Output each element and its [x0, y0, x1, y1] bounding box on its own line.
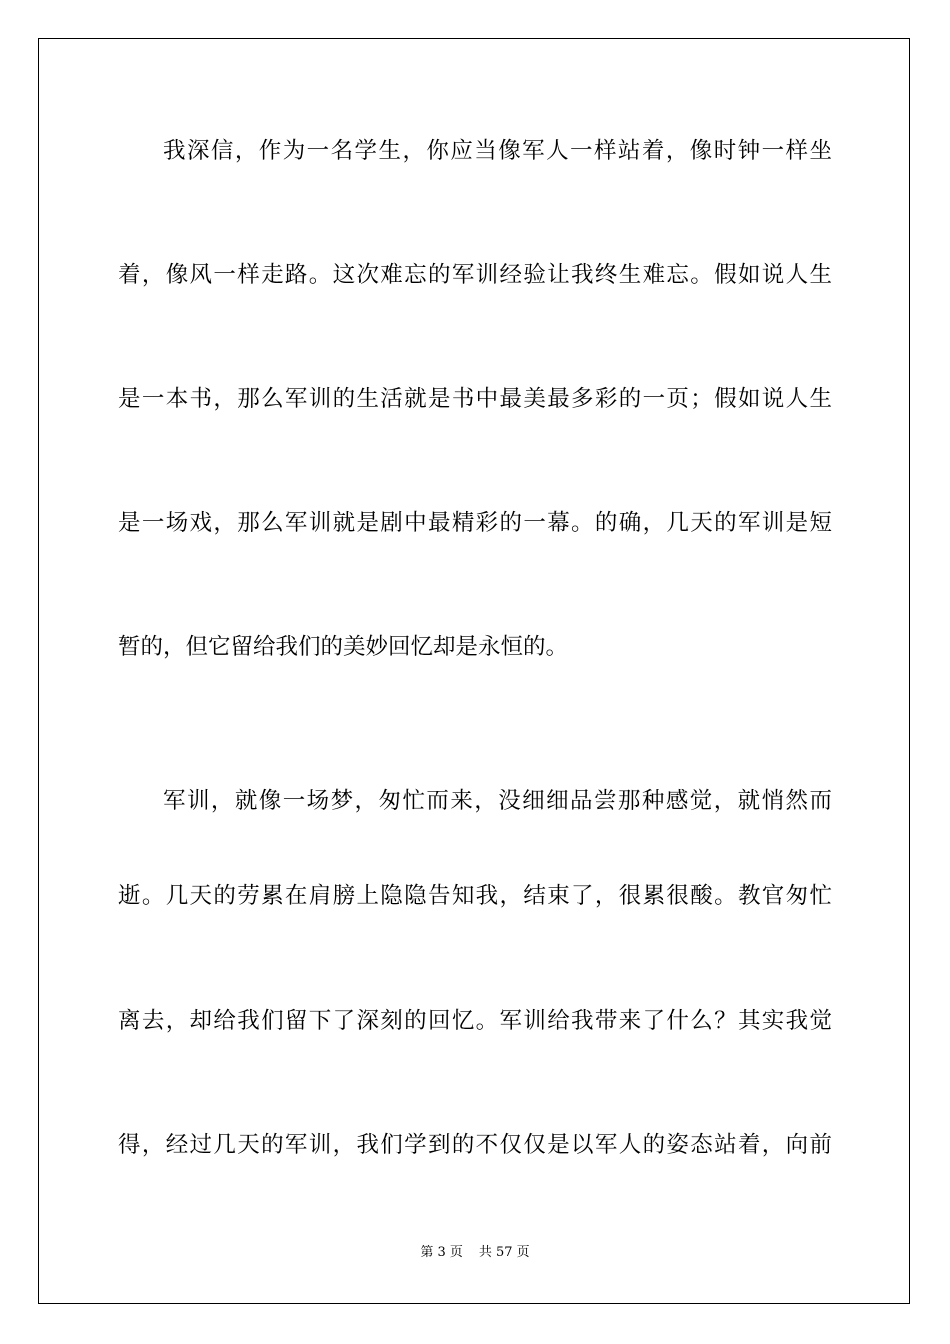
paragraph-1-line-5: 暂的，但它留给我们的美妙回忆却是永恒的。: [118, 634, 569, 660]
page-footer: [0, 1244, 950, 1262]
paragraph-2-line-4: 得，经过几天的军训，我们学到的不仅仅是以军人的姿态站着，向前: [118, 1132, 832, 1158]
paragraph-1-line-3: 是一本书，那么军训的生活就是书中最美最多彩的一页；假如说人生: [118, 386, 832, 412]
paragraph-1-line-2: 着，像风一样走路。这次难忘的军训经验让我终生难忘。假如说人生: [118, 262, 832, 288]
total-pages-label: 共 57 页: [478, 1245, 530, 1260]
paragraph-2-line-2: 逝。几天的劳累在肩膀上隐隐告知我，结束了，很累很酸。教官匆忙: [118, 883, 832, 909]
paragraph-1-line-4: 是一场戏，那么军训就是剧中最精彩的一幕。的确，几天的军训是短: [118, 510, 832, 536]
paragraph-2-line-1: 军训，就像一场梦，匆忙而来，没细细品尝那种感觉，就悄然而: [163, 788, 832, 814]
current-page-label: 第 3 页: [420, 1245, 463, 1260]
paragraph-1-line-1: 我深信，作为一名学生，你应当像军人一样站着，像时钟一样坐: [163, 138, 832, 164]
page-border: [38, 38, 910, 1304]
paragraph-2-line-3: 离去，却给我们留下了深刻的回忆。军训给我带来了什么？其实我觉: [118, 1008, 832, 1034]
